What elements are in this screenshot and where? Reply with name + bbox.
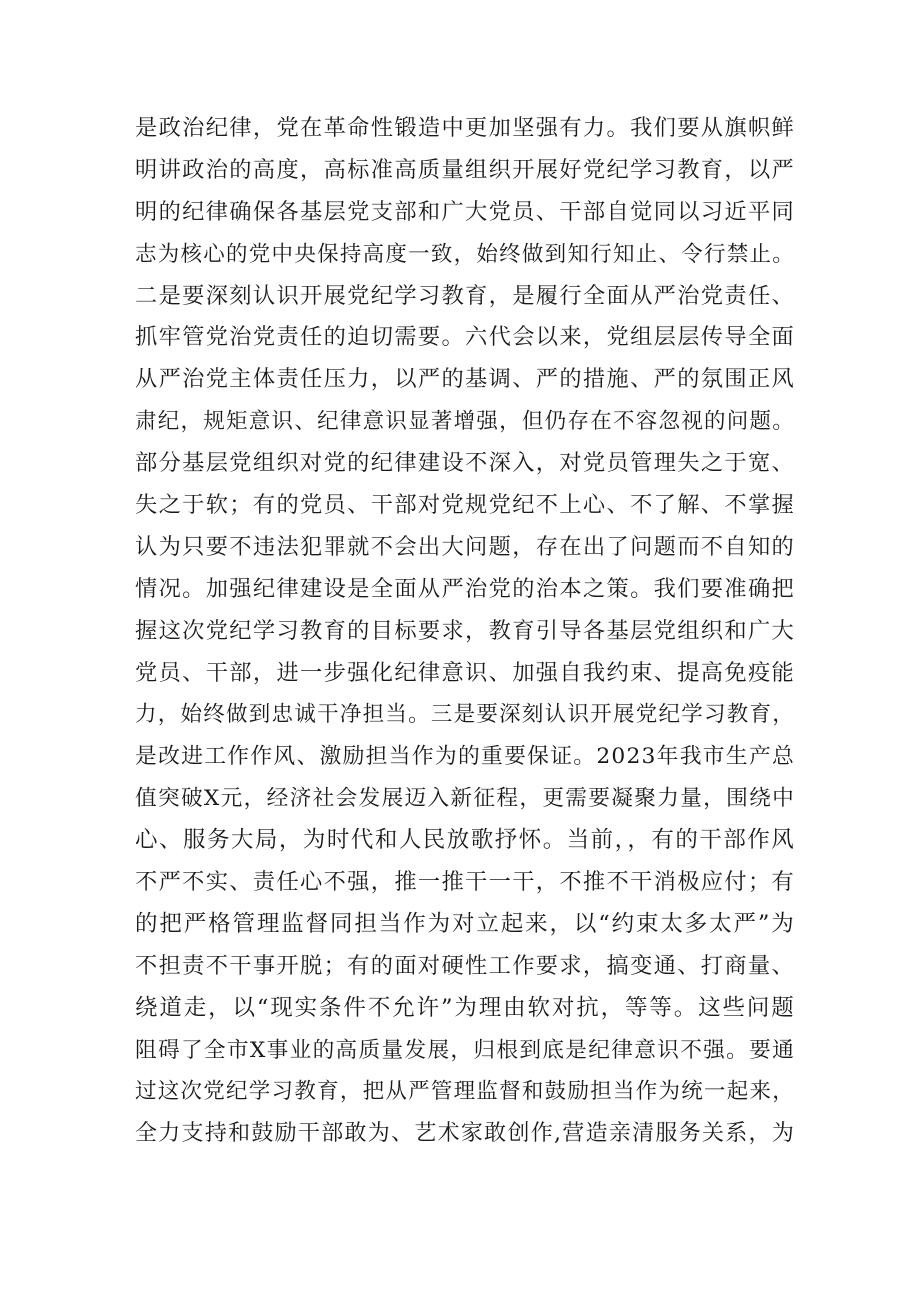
text-line: 握这次党纪学习教育的目标要求，教育引导各基层党组织和广大 [135, 617, 795, 644]
text-line: 二是要深刻认识开展党纪学习教育，是履行全面从严治党责任、 [135, 282, 795, 309]
text-line: 党员、干部，进一步强化纪律意识、加强自我约束、提高免疫能 [135, 659, 795, 686]
text-line: 情况。加强纪律建设是全面从严治党的治本之策。我们要准确把 [135, 575, 795, 602]
text-line: 志为核心的党中央保持高度一致，始终做到知行知止、令行禁止。 [135, 241, 795, 267]
body-text [135, 108, 795, 1155]
text-line: 心、服务大局，为时代和人民放歌抒怀。当前，，有的干部作风 [135, 827, 795, 854]
text-line: 部分基层党组织对党的纪律建设不深入，对党员管理失之于宽、 [135, 450, 795, 477]
text-line: 的把严格管理监督同担当作为对立起来，以“约束太多太严”为 [135, 910, 795, 937]
text-line: 抓牢管党治党责任的迫切需要。六代会以来，党组层层传导全面 [135, 324, 795, 351]
text-line: 阻碍了全市X事业的高质量发展，归根到底是纪律意识不强。要通 [135, 1037, 795, 1063]
text-line: 不担责不干事开脱；有的面对硬性工作要求，搞变通、打商量、 [135, 952, 795, 979]
text-line: 失之于软；有的党员、干部对党规党纪不上心、不了解、不掌握 [135, 492, 795, 519]
text-line: 全力支持和鼓励干部敢为、艺术家敢创作,营造亲清服务关系，为 [135, 1121, 795, 1147]
text-line: 是改进工作作风、激励担当作为的重要保证。2023年我市生产总 [135, 744, 795, 770]
text-line: 力，始终做到忠诚干净担当。三是要深刻认识开展党纪学习教育， [135, 702, 795, 728]
text-line: 过这次党纪学习教育，把从严管理监督和鼓励担当作为统一起来， [135, 1079, 795, 1105]
text-line: 不严不实、责任心不强，推一推干一干，不推不干消极应付；有 [135, 869, 795, 896]
text-line: 明的纪律确保各基层党支部和广大党员、干部自觉同以习近平同 [135, 198, 795, 225]
text-line: 明讲政治的高度，高标准高质量组织开展好党纪学习教育，以严 [135, 156, 795, 183]
text-line: 是政治纪律，党在革命性锻造中更加坚强有力。我们要从旗帜鲜 [135, 115, 795, 141]
text-line: 认为只要不违法犯罪就不会出大问题，存在出了问题而不自知的 [135, 533, 795, 560]
text-line: 值突破X元，经济社会发展迈入新征程，更需要凝聚力量，围绕中 [135, 786, 795, 812]
text-line: 绕道走，以“现实条件不允许”为理由软对抗，等等。这些问题 [135, 994, 795, 1021]
text-line: 肃纪，规矩意识、纪律意识显著增强，但仍存在不容忽视的问题。 [135, 409, 795, 435]
text-line: 从严治党主体责任压力，以严的基调、严的措施、严的氛围正风 [135, 366, 795, 393]
